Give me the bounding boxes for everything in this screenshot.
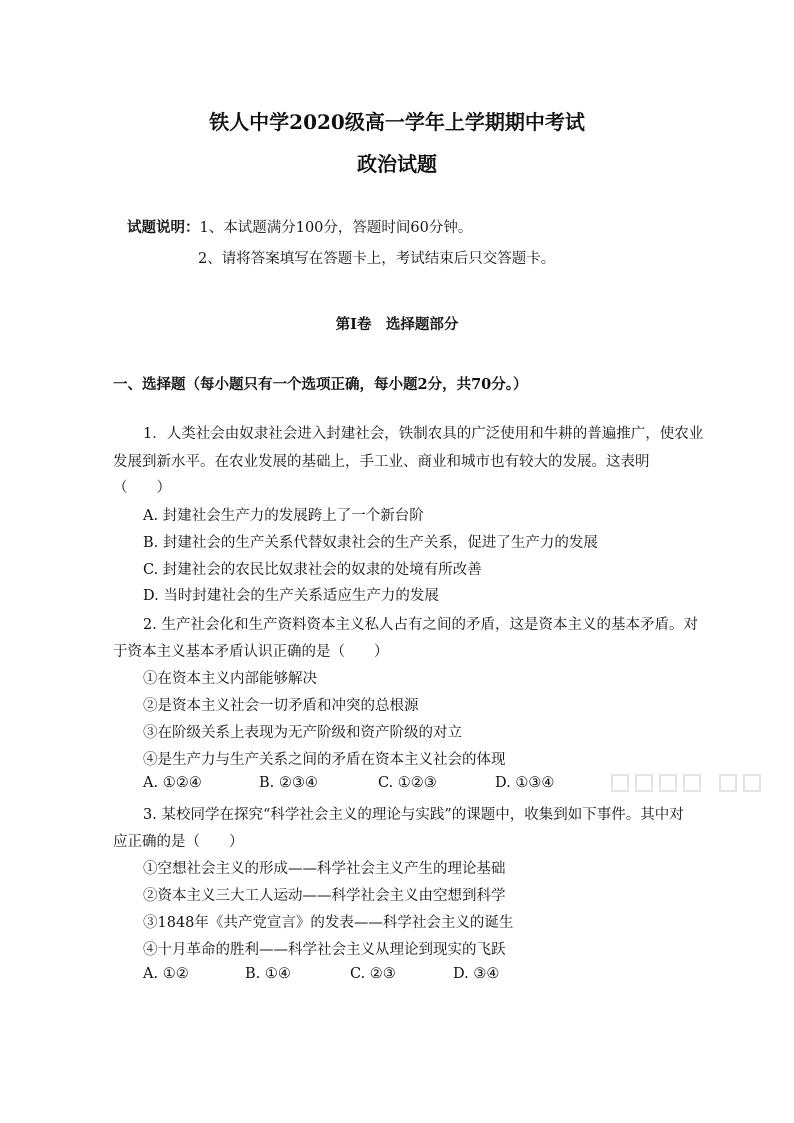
question-3-stem-line-1: 3. 某校同学在探究“科学社会主义的理论与实践”的课题中，收集到如下事件。其中对	[143, 807, 684, 823]
instructions-item-1: 1、本试题满分100分，答题时间60分钟。	[199, 220, 473, 236]
question-3-statement-4: ④十月革命的胜利——科学社会主义从理论到现实的飞跃	[143, 942, 506, 958]
instructions-label: 试题说明：	[127, 219, 200, 236]
question-3-statement-2: ②资本主义三大工人运动——科学社会主义由空想到科学	[143, 888, 506, 904]
question-3-statement-1: ①空想社会主义的形成——科学社会主义产生的理论基础	[143, 861, 506, 877]
question-2-statement-3: ③在阶级关系上表现为无产阶级和资产阶级的对立	[143, 725, 462, 741]
question-1-stem-line-1: 1．人类社会由奴隶社会进入封建社会，铁制农具的广泛使用和牛耕的普遍推广，使农业	[143, 426, 704, 442]
question-2-statement-1: ①在资本主义内部能够解决	[143, 671, 317, 687]
question-2-choice-d: D. ①③④	[495, 775, 555, 791]
question-2-statement-2: ②是资本主义社会一切矛盾和冲突的总根源	[143, 698, 419, 714]
question-1-option-d: D. 当时封建社会的生产关系适应生产力的发展	[143, 588, 439, 604]
question-3-statement-3: ③1848年《共产党宣言》的发表——科学社会主义的诞生	[143, 915, 514, 931]
question-3-choice-d: D. ③④	[453, 966, 500, 982]
question-2-stem-line-1: 2. 生产社会化和生产资料资本主义私人占有之间的矛盾，这是资本主义的基本矛盾。对	[143, 617, 698, 633]
question-1-option-b: B. 封建社会的生产关系代替奴隶社会的生产关系，促进了生产力的发展	[143, 535, 598, 551]
part-title: 第Ⅰ卷 选择题部分	[335, 316, 459, 333]
section-heading: 一、选择题（每小题只有一个选项正确，每小题2分，共70分。）	[113, 376, 528, 393]
watermark-icon	[610, 770, 780, 796]
question-1-stem-line-2: 发展到新水平。在农业发展的基础上，手工业、商业和城市也有较大的发展。这表明	[113, 454, 650, 470]
instructions	[127, 216, 472, 237]
exam-subtitle: 政治试题	[357, 152, 437, 176]
question-1-stem-line-3: （ ）	[113, 480, 171, 496]
question-3-choice-c: C. ②③	[350, 966, 396, 982]
question-3-stem-line-2: 应正确的是（ ）	[113, 834, 244, 850]
question-3-choice-a: A. ①②	[143, 966, 189, 982]
question-1-option-a: A. 封建社会生产力的发展跨上了一个新台阶	[143, 508, 424, 524]
question-2-choice-c: C. ①②③	[378, 775, 437, 791]
question-1-option-c: C. 封建社会的农民比奴隶社会的奴隶的处境有所改善	[143, 562, 482, 578]
question-2-choice-b: B. ②③④	[259, 775, 318, 791]
watermark-graphic	[610, 770, 780, 801]
question-3-choice-b: B. ①④	[245, 966, 291, 982]
question-2-choice-a: A. ①②④	[143, 775, 202, 791]
exam-title: 铁人中学2020级高一学年上学期期中考试	[209, 110, 585, 134]
instructions-item-2: 2、请将答案填写在答题卡上，考试结束后只交答题卡。	[198, 251, 556, 267]
question-2-statement-4: ④是生产力与生产关系之间的矛盾在资本主义社会的体现	[143, 752, 506, 768]
question-2-stem-line-2: 于资本主义基本矛盾认识正确的是（ ）	[113, 644, 389, 660]
